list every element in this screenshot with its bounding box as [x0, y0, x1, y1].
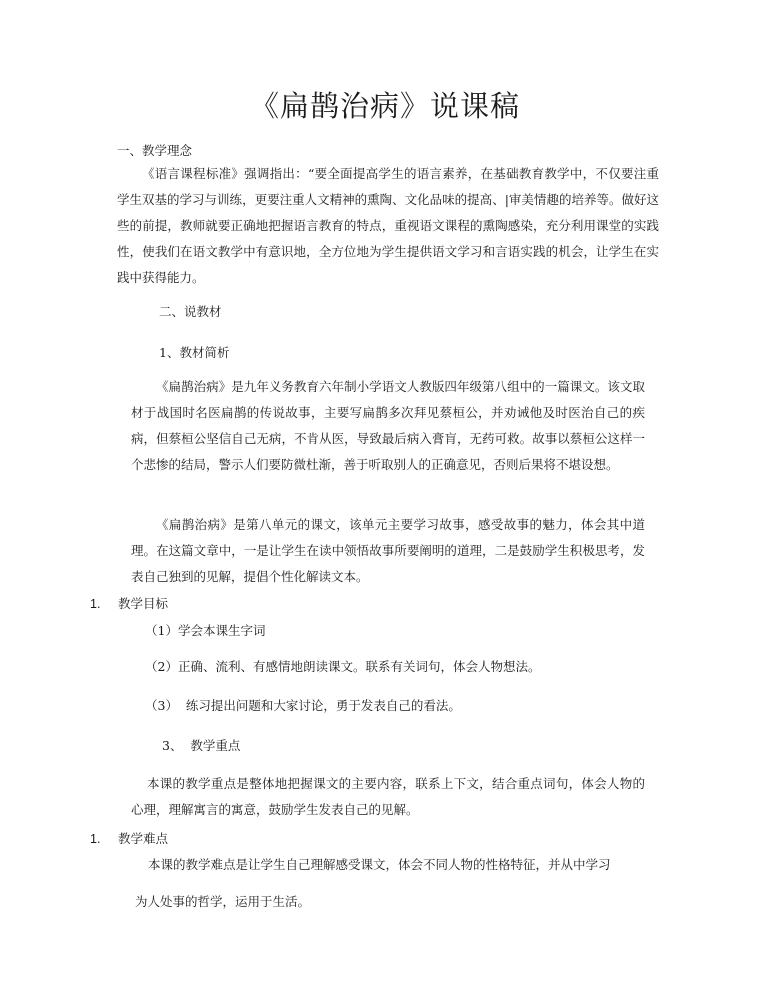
list-number: 1. [90, 832, 101, 846]
section-heading-teaching-philosophy: 一、教学理念 [117, 143, 193, 158]
paragraph-textbook-analysis: 《扁鹊治病》是九年义务教育六年制小学语文人教版四年级第八组中的一篇课文。该文取材于战国时名医扁鹊的传说故事，主要写扁鹊多次拜见蔡桓公，并劝诫他及时医治自己的疾病，但蔡桓公坚信自己无病，不肯从医，导致最后病入膏肓，无药可救。故事以蔡桓公这样一个悲惨的结局，警示人们要防微杜渐，善于听取别人的正确意见，否则后果将不堪设想。 [131, 379, 645, 472]
section-heading-difficulties [90, 831, 168, 847]
section-heading-teaching-goals [90, 596, 168, 612]
goals-heading-text: 教学目标 [118, 596, 169, 611]
list-number: 1. [90, 597, 101, 611]
paragraph-key-points: 本课的教学重点是整体地把握课文的主要内容，联系上下文，结合重点词句，体会人物的心理，理解寓言的寓意，鼓励学生发表自己的见解。 [131, 776, 645, 817]
paragraph-unit-context: 《扁鹊治病》是第八单元的课文，该单元主要学习故事，感受故事的魅力，体会其中道理。在这篇文章中，一是让学生在读中领悟故事所要阐明的道理，二是鼓励学生积极思考，发表自己独到的见解，提倡个性化解读文本。 [131, 517, 645, 584]
section-heading-textbook: 二、说教材 [159, 304, 222, 319]
paragraph-difficulties-line-1: 本课的教学难点是让学生自己理解感受课文，体会不同人物的性格特征，并从中学习 [148, 857, 611, 872]
goal-item-2: （2）正确、流利、有感情地朗读课文。联系有关词句，体会人物想法。 [145, 659, 541, 674]
paragraph-teaching-philosophy: 《语言课程标准》强调指出：“要全面提高学生的语言素养，在基础教育教学中，不仅要注重学生双基的学习与训练，更要注重人文精神的熏陶、文化品味的提高、|审美情趣的培养等。做好这些的前提，教师就要正确地把握语言教育的特点，重视语文课程的熏陶感染，充分利用课堂的实践性，使我们在语文教学中有意识地，全方位地为学生提供语文学习和言语实践的机会，让学生在实践中获得能力。 [117, 166, 659, 285]
goal-item-1: （1）学会本课生字词 [145, 623, 266, 638]
goal-item-3: （3） 练习提出问题和大家讨论，勇于发表自己的看法。 [145, 698, 461, 713]
paragraph-difficulties-line-2: 为人处事的哲学，运用于生活。 [135, 894, 311, 909]
document-title: 《扁鹊治病》说课稿 [249, 89, 520, 123]
difficulties-heading-text: 教学难点 [118, 831, 169, 846]
subheading-textbook-analysis: 1、教材简析 [159, 345, 230, 360]
section-heading-key-points: 3、 教学重点 [162, 738, 241, 753]
